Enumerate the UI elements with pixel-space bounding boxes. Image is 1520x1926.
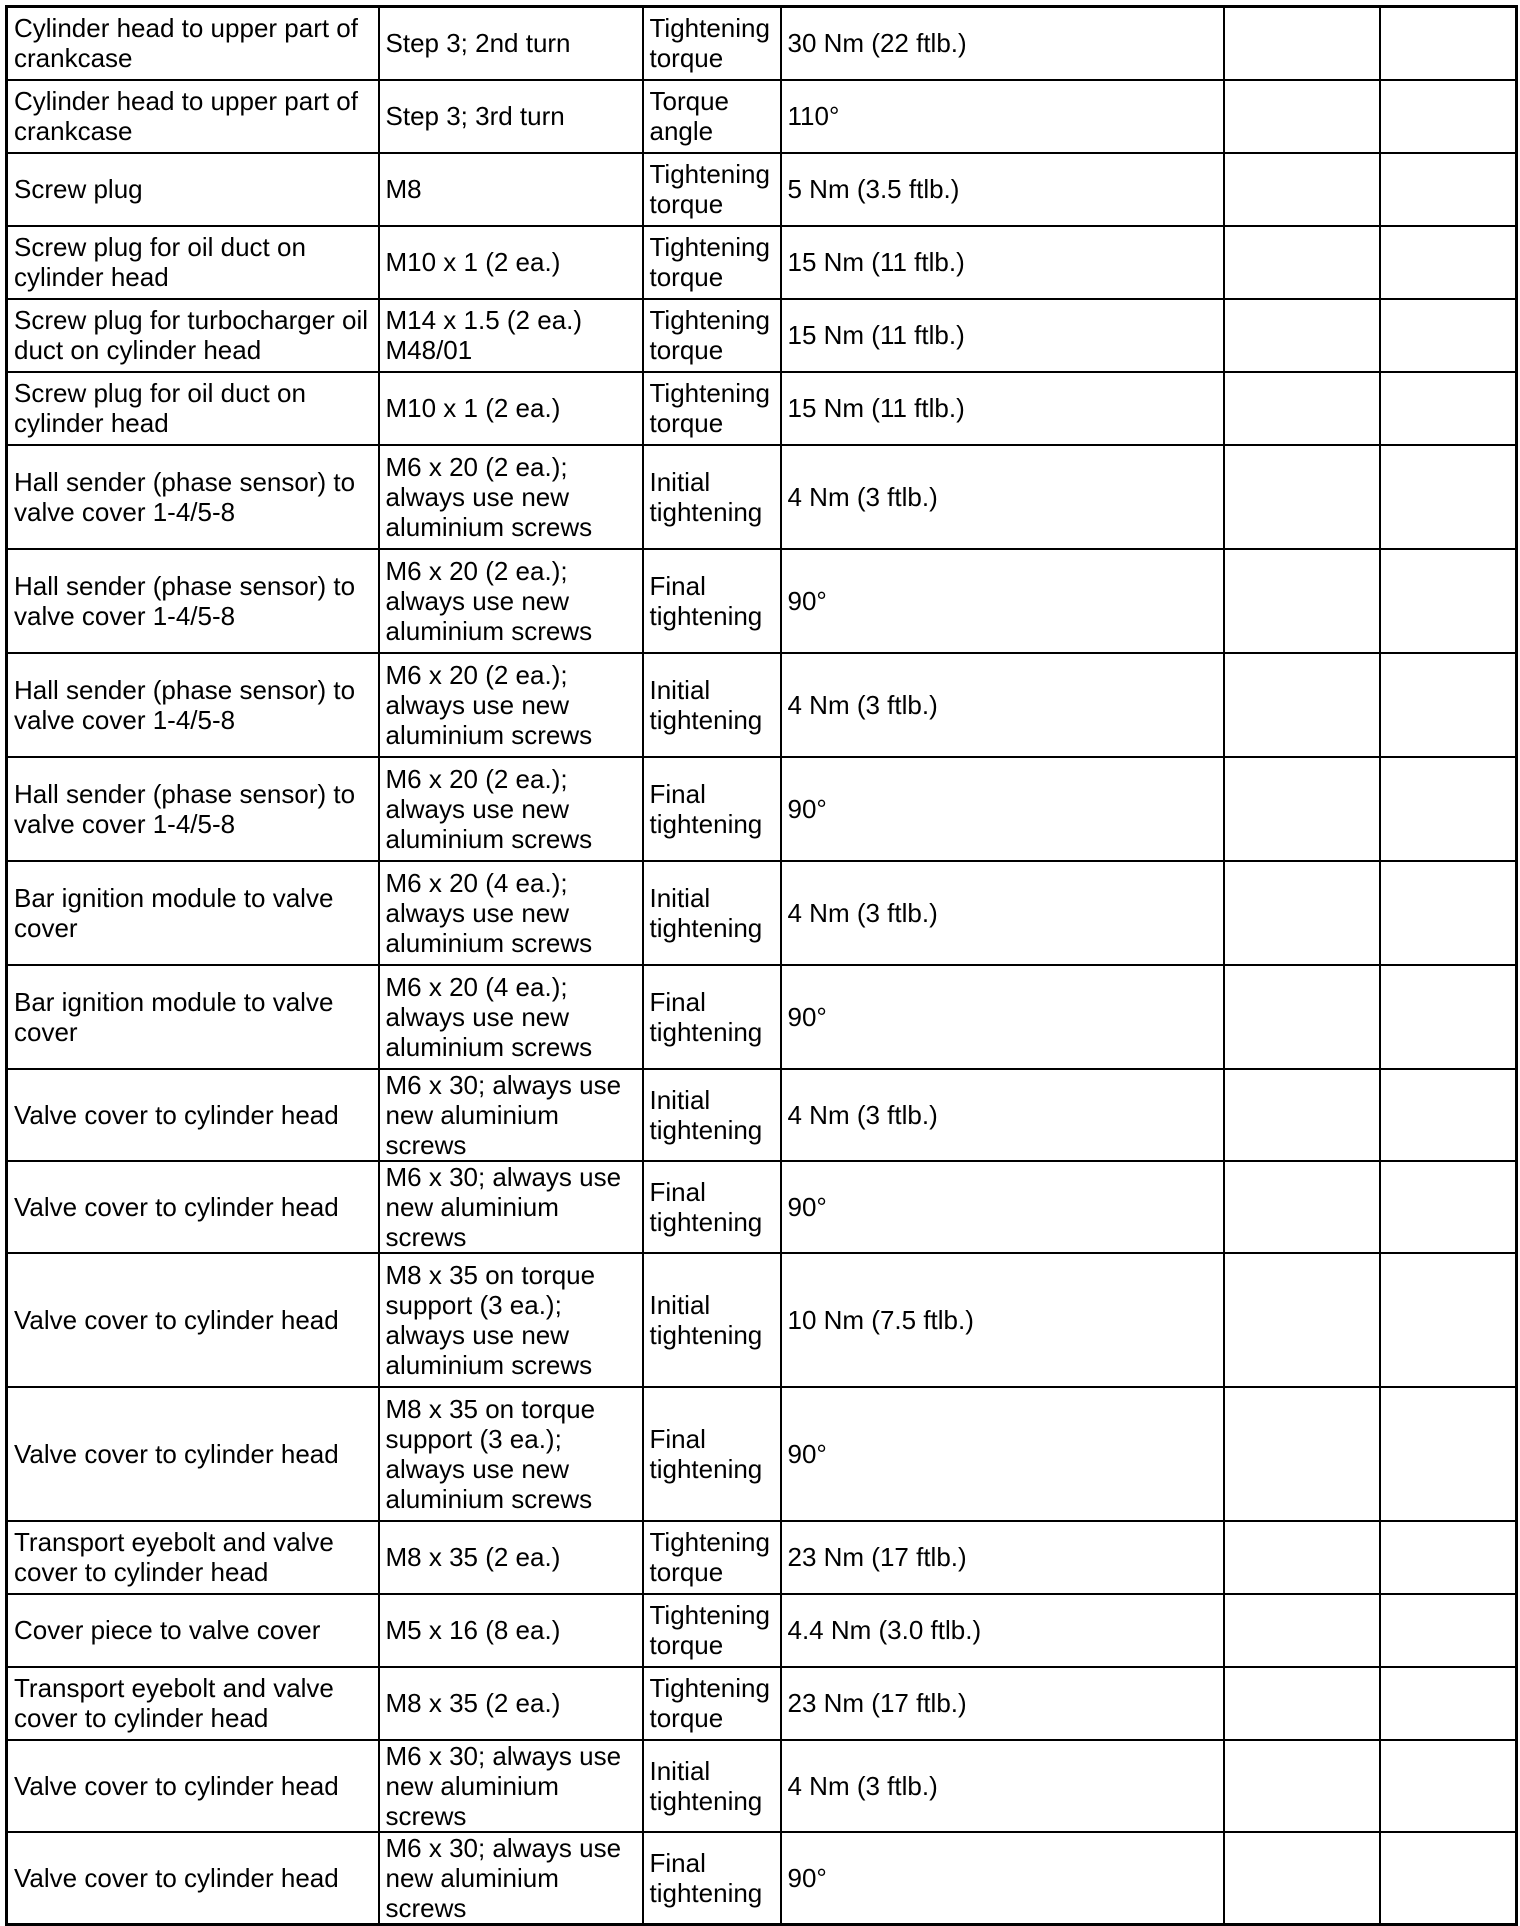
cell-component xyxy=(7,1253,379,1387)
type-text: Tightening torque xyxy=(649,232,770,292)
cell-value xyxy=(781,1521,1224,1594)
value-text: 4.4 Nm (3.0 ftlb.) xyxy=(787,1615,982,1645)
cell-value xyxy=(781,1387,1224,1521)
cell-value xyxy=(781,1740,1224,1832)
cell-empty xyxy=(1224,965,1380,1069)
table-row xyxy=(7,1253,1517,1387)
type-text: Tightening torque xyxy=(649,13,770,74)
table-row xyxy=(7,861,1517,965)
cell-type xyxy=(643,965,781,1069)
cell-component xyxy=(7,1832,379,1925)
cell-value xyxy=(781,445,1224,549)
component-text: Transport eyebolt and valve cover to cylinder head xyxy=(14,1673,334,1733)
table-row xyxy=(7,1521,1517,1594)
table-row xyxy=(7,1069,1517,1161)
spec-text: M6 x 30; always use new aluminium screws xyxy=(385,1740,622,1831)
cell-empty xyxy=(1224,653,1380,757)
cell-empty xyxy=(1380,1740,1517,1832)
value-text: 15 Nm (11 ftlb.) xyxy=(787,393,965,423)
spec-text: M6 x 30; always use new aluminium screws xyxy=(385,1832,622,1923)
cell-empty xyxy=(1224,7,1380,80)
cell-empty xyxy=(1224,153,1380,226)
table-row xyxy=(7,7,1517,80)
cell-empty xyxy=(1380,1387,1517,1521)
cell-empty xyxy=(1224,1594,1380,1667)
value-text: 4 Nm (3 ftlb.) xyxy=(787,1099,938,1130)
component-text: Screw plug for oil duct on cylinder head xyxy=(14,378,306,438)
table-row xyxy=(7,372,1517,445)
component-text: Cylinder head to upper part of crankcase xyxy=(14,86,358,146)
cell-type xyxy=(643,1253,781,1387)
cell-type xyxy=(643,1521,781,1594)
component-text: Valve cover to cylinder head xyxy=(14,1304,339,1335)
cell-empty xyxy=(1224,1069,1380,1161)
component-text: Valve cover to cylinder head xyxy=(14,1191,339,1222)
value-text: 110° xyxy=(787,101,840,131)
spec-text: M6 x 20 (2 ea.); always use new aluminium screws xyxy=(385,451,593,542)
type-text: Initial tightening xyxy=(649,674,763,735)
cell-empty xyxy=(1224,1521,1380,1594)
cell-empty xyxy=(1224,445,1380,549)
type-text: Final tightening xyxy=(649,570,763,631)
value-text: 15 Nm (11 ftlb.) xyxy=(787,247,965,277)
value-text: 15 Nm (11 ftlb.) xyxy=(787,320,965,350)
cell-empty xyxy=(1224,861,1380,965)
value-text: 90° xyxy=(787,1862,827,1893)
cell-empty xyxy=(1380,1161,1517,1253)
cell-empty xyxy=(1224,1253,1380,1387)
cell-component xyxy=(7,1161,379,1253)
type-text: Initial tightening xyxy=(649,1289,763,1350)
cell-empty xyxy=(1380,861,1517,965)
cell-type xyxy=(643,653,781,757)
cell-value xyxy=(781,965,1224,1069)
cell-empty xyxy=(1380,1521,1517,1594)
value-text: 4 Nm (3 ftlb.) xyxy=(787,689,938,720)
cell-spec xyxy=(379,372,643,445)
cell-empty xyxy=(1380,226,1517,299)
cell-empty xyxy=(1224,549,1380,653)
component-text: Hall sender (phase sensor) to valve cover 1-4/5-8 xyxy=(14,778,356,839)
table-row xyxy=(7,153,1517,226)
value-text: 90° xyxy=(787,793,827,824)
cell-empty xyxy=(1380,372,1517,445)
cell-spec xyxy=(379,757,643,861)
cell-component xyxy=(7,299,379,372)
cell-spec xyxy=(379,965,643,1069)
cell-value xyxy=(781,1161,1224,1253)
table-row xyxy=(7,80,1517,153)
cell-empty xyxy=(1380,653,1517,757)
cell-value xyxy=(781,549,1224,653)
cell-type xyxy=(643,861,781,965)
component-text: Hall sender (phase sensor) to valve cover 1-4/5-8 xyxy=(14,570,356,631)
type-text: Initial tightening xyxy=(649,1755,763,1816)
cell-empty xyxy=(1380,1253,1517,1387)
cell-spec xyxy=(379,1740,643,1832)
component-text: Screw plug xyxy=(14,174,143,204)
cell-type xyxy=(643,1387,781,1521)
cell-empty xyxy=(1224,80,1380,153)
spec-text: M6 x 30; always use new aluminium screws xyxy=(385,1161,622,1252)
cell-type xyxy=(643,757,781,861)
value-text: 4 Nm (3 ftlb.) xyxy=(787,897,938,928)
cell-spec xyxy=(379,861,643,965)
cell-component xyxy=(7,1667,379,1740)
cell-type xyxy=(643,372,781,445)
cell-empty xyxy=(1224,372,1380,445)
table-row xyxy=(7,965,1517,1069)
cell-empty xyxy=(1224,299,1380,372)
value-text: 90° xyxy=(787,1001,827,1032)
cell-spec xyxy=(379,653,643,757)
cell-component xyxy=(7,80,379,153)
cell-type xyxy=(643,299,781,372)
cell-empty xyxy=(1224,1832,1380,1925)
table-row xyxy=(7,1594,1517,1667)
cell-type xyxy=(643,1832,781,1925)
cell-component xyxy=(7,549,379,653)
spec-text: M6 x 20 (2 ea.); always use new aluminium screws xyxy=(385,555,593,646)
cell-component xyxy=(7,653,379,757)
cell-component xyxy=(7,1521,379,1594)
cell-empty xyxy=(1380,1667,1517,1740)
table-row xyxy=(7,1740,1517,1832)
type-text: Initial tightening xyxy=(649,1084,763,1145)
cell-empty xyxy=(1380,153,1517,226)
component-text: Valve cover to cylinder head xyxy=(14,1770,339,1801)
spec-text: M6 x 20 (4 ea.); always use new aluminium screws xyxy=(385,867,593,958)
type-text: Final tightening xyxy=(649,986,763,1047)
cell-spec xyxy=(379,7,643,80)
spec-text: M8 xyxy=(385,174,422,204)
cell-empty xyxy=(1224,757,1380,861)
table-row xyxy=(7,1667,1517,1740)
table-row xyxy=(7,445,1517,549)
cell-value xyxy=(781,1253,1224,1387)
spec-text: M10 x 1 (2 ea.) xyxy=(385,247,561,277)
component-text: Transport eyebolt and valve cover to cylinder head xyxy=(14,1527,334,1587)
cell-component xyxy=(7,757,379,861)
cell-value xyxy=(781,372,1224,445)
cell-spec xyxy=(379,1161,643,1253)
cell-empty xyxy=(1380,549,1517,653)
cell-value xyxy=(781,153,1224,226)
component-text: Valve cover to cylinder head xyxy=(14,1862,339,1893)
spec-text: M6 x 20 (2 ea.); always use new aluminium screws xyxy=(385,659,593,750)
type-text: Tightening torque xyxy=(649,1673,770,1733)
cell-value xyxy=(781,861,1224,965)
cell-empty xyxy=(1380,1594,1517,1667)
cell-type xyxy=(643,226,781,299)
cell-component xyxy=(7,7,379,80)
cell-empty xyxy=(1224,226,1380,299)
cell-type xyxy=(643,1667,781,1740)
cell-spec xyxy=(379,1832,643,1925)
spec-text: M10 x 1 (2 ea.) xyxy=(385,393,561,423)
component-text: Bar ignition module to valve cover xyxy=(14,882,334,943)
cell-value xyxy=(781,299,1224,372)
component-text: Hall sender (phase sensor) to valve cover 1-4/5-8 xyxy=(14,674,356,735)
type-text: Initial tightening xyxy=(649,882,763,943)
type-text: Tightening torque xyxy=(649,378,770,438)
type-text: Tightening torque xyxy=(649,305,770,365)
cell-spec xyxy=(379,226,643,299)
cell-spec xyxy=(379,1253,643,1387)
cell-value xyxy=(781,757,1224,861)
type-text: Torque angle xyxy=(649,86,729,146)
cell-spec xyxy=(379,1594,643,1667)
cell-component xyxy=(7,372,379,445)
spec-text: M6 x 20 (4 ea.); always use new aluminium screws xyxy=(385,971,593,1062)
cell-component xyxy=(7,965,379,1069)
type-text: Final tightening xyxy=(649,1847,763,1908)
cell-empty xyxy=(1380,757,1517,861)
cell-value xyxy=(781,7,1224,80)
cell-type xyxy=(643,445,781,549)
cell-empty xyxy=(1380,80,1517,153)
cell-component xyxy=(7,445,379,549)
cell-spec xyxy=(379,80,643,153)
spec-text: M8 x 35 on torque support (3 ea.); always use new aluminium screws xyxy=(385,1393,596,1514)
component-text: Valve cover to cylinder head xyxy=(14,1438,339,1469)
spec-text: M6 x 30; always use new aluminium screws xyxy=(385,1069,622,1160)
table-row xyxy=(7,1387,1517,1521)
cell-value xyxy=(781,1594,1224,1667)
table-row xyxy=(7,653,1517,757)
cell-spec xyxy=(379,1521,643,1594)
type-text: Final tightening xyxy=(649,1423,763,1484)
value-text: 23 Nm (17 ftlb.) xyxy=(787,1542,967,1572)
cell-empty xyxy=(1380,299,1517,372)
value-text: 30 Nm (22 ftlb.) xyxy=(787,28,967,59)
cell-spec xyxy=(379,1667,643,1740)
type-text: Tightening torque xyxy=(649,159,770,219)
type-text: Tightening torque xyxy=(649,1600,770,1660)
cell-value xyxy=(781,653,1224,757)
cell-value xyxy=(781,1667,1224,1740)
table-row xyxy=(7,549,1517,653)
cell-empty xyxy=(1224,1740,1380,1832)
table-row xyxy=(7,226,1517,299)
cell-spec xyxy=(379,549,643,653)
component-text: Cover piece to valve cover xyxy=(14,1615,321,1645)
table-row xyxy=(7,1832,1517,1925)
cell-spec xyxy=(379,153,643,226)
cell-empty xyxy=(1224,1161,1380,1253)
component-text: Hall sender (phase sensor) to valve cover 1-4/5-8 xyxy=(14,466,356,527)
cell-type xyxy=(643,1161,781,1253)
cell-spec xyxy=(379,1069,643,1161)
cell-value xyxy=(781,1069,1224,1161)
type-text: Initial tightening xyxy=(649,466,763,527)
value-text: 4 Nm (3 ftlb.) xyxy=(787,481,938,512)
table-row xyxy=(7,757,1517,861)
spec-text: M6 x 20 (2 ea.); always use new aluminium screws xyxy=(385,763,593,854)
table-body xyxy=(7,7,1517,1925)
cell-spec xyxy=(379,299,643,372)
cell-empty xyxy=(1380,1832,1517,1925)
value-text: 4 Nm (3 ftlb.) xyxy=(787,1770,938,1801)
cell-type xyxy=(643,1740,781,1832)
cell-component xyxy=(7,1387,379,1521)
cell-empty xyxy=(1380,1069,1517,1161)
cell-component xyxy=(7,226,379,299)
spec-text: M14 x 1.5 (2 ea.) M48/01 xyxy=(385,305,583,365)
spec-text: Step 3; 3rd turn xyxy=(385,101,565,131)
value-text: 10 Nm (7.5 ftlb.) xyxy=(787,1304,974,1335)
table-row xyxy=(7,1161,1517,1253)
table-row xyxy=(7,299,1517,372)
cell-type xyxy=(643,7,781,80)
component-text: Screw plug for turbocharger oil duct on cylinder head xyxy=(14,305,369,365)
cell-component xyxy=(7,1594,379,1667)
cell-component xyxy=(7,153,379,226)
spec-text: M5 x 16 (8 ea.) xyxy=(385,1615,561,1645)
spec-text: M8 x 35 (2 ea.) xyxy=(385,1542,561,1572)
component-text: Valve cover to cylinder head xyxy=(14,1099,339,1130)
cell-type xyxy=(643,1069,781,1161)
value-text: 90° xyxy=(787,1191,827,1222)
cell-value xyxy=(781,226,1224,299)
cell-empty xyxy=(1380,965,1517,1069)
cell-empty xyxy=(1224,1667,1380,1740)
cell-type xyxy=(643,153,781,226)
torque-spec-table xyxy=(5,5,1518,1926)
cell-spec xyxy=(379,1387,643,1521)
value-text: 5 Nm (3.5 ftlb.) xyxy=(787,174,960,204)
cell-component xyxy=(7,1069,379,1161)
spec-text: M8 x 35 (2 ea.) xyxy=(385,1688,561,1718)
cell-value xyxy=(781,1832,1224,1925)
value-text: 90° xyxy=(787,1438,827,1469)
cell-empty xyxy=(1380,445,1517,549)
cell-type xyxy=(643,80,781,153)
component-text: Cylinder head to upper part of crankcase xyxy=(14,13,358,74)
component-text: Screw plug for oil duct on cylinder head xyxy=(14,232,306,292)
cell-component xyxy=(7,861,379,965)
document-page xyxy=(5,5,1515,1926)
spec-text: M8 x 35 on torque support (3 ea.); always use new aluminium screws xyxy=(385,1259,596,1380)
spec-text: Step 3; 2nd turn xyxy=(385,28,571,59)
cell-type xyxy=(643,1594,781,1667)
cell-empty xyxy=(1224,1387,1380,1521)
component-text: Bar ignition module to valve cover xyxy=(14,986,334,1047)
type-text: Final tightening xyxy=(649,1176,763,1237)
cell-empty xyxy=(1380,7,1517,80)
value-text: 23 Nm (17 ftlb.) xyxy=(787,1688,967,1718)
value-text: 90° xyxy=(787,585,827,616)
type-text: Final tightening xyxy=(649,778,763,839)
cell-value xyxy=(781,80,1224,153)
cell-spec xyxy=(379,445,643,549)
type-text: Tightening torque xyxy=(649,1527,770,1587)
cell-type xyxy=(643,549,781,653)
cell-component xyxy=(7,1740,379,1832)
